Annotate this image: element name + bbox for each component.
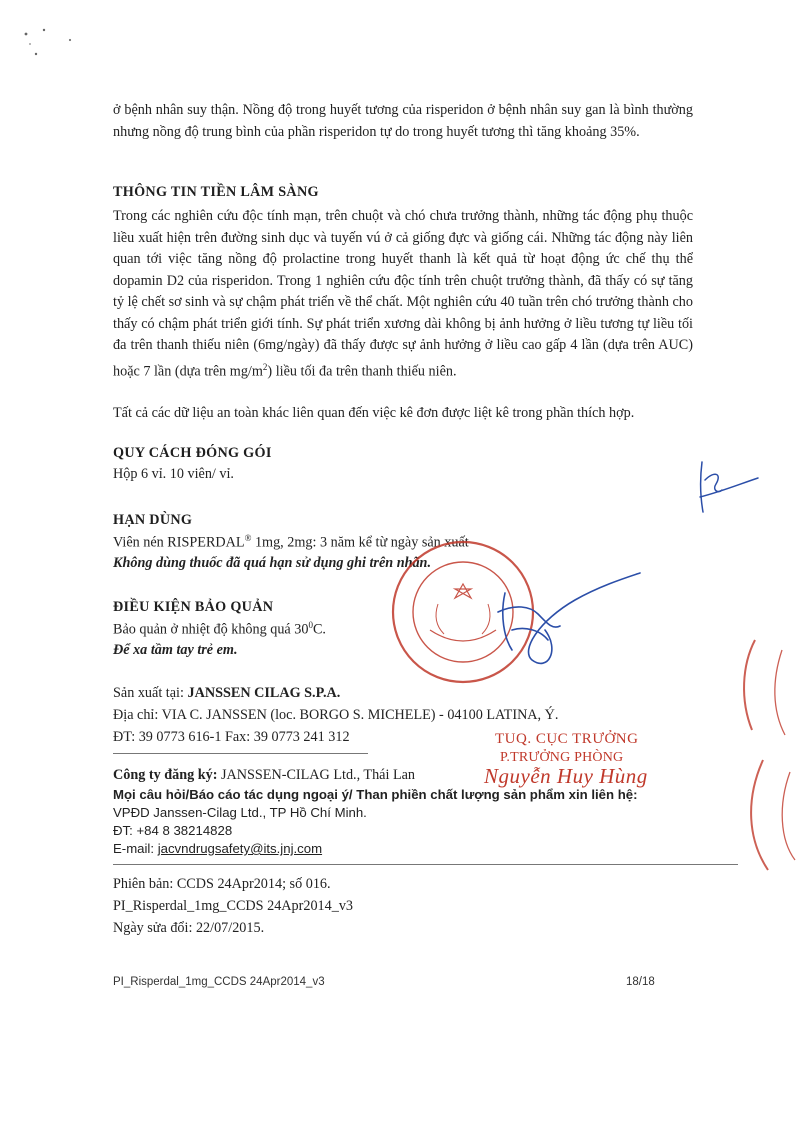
contact-heading: Mọi câu hỏi/Báo cáo tác dụng ngoại ý/ Than phiền chất lượng sản phẩm xin liên hệ: [113, 787, 638, 802]
preclinical-note: Tất cả các dữ liệu an toàn khác liên quan đến việc kê đơn được liệt kê trong phần thích hợp. [113, 405, 635, 421]
seal-outer-ring [393, 542, 533, 682]
registrant-name: JANSSEN-CILAG Ltd., Thái Lan [221, 767, 416, 783]
section-heading-preclinical: THÔNG TIN TIỀN LÂM SÀNG [113, 184, 319, 200]
handwritten-signature [498, 573, 640, 663]
preclinical-text-end: ) liều tối đa trên thanh thiếu niên. [267, 363, 457, 380]
initials-stroke [700, 478, 758, 497]
section-heading-shelf-life: HẠN DÙNG [113, 512, 193, 528]
seal-wreath [430, 630, 496, 641]
seal-arc [782, 772, 795, 860]
shelf-life-product: Viên nén RISPERDAL [113, 534, 245, 551]
margin-initials [700, 462, 758, 512]
initials-stroke [701, 462, 703, 512]
page-number: 18/18 [626, 976, 655, 988]
superscript: 2 [262, 361, 268, 372]
section-heading-storage: ĐIỀU KIỆN BẢO QUẢN [113, 599, 274, 615]
manufacturer-address: Địa chỉ: VIA C. JANSSEN (loc. BORGO S. MICHELE) - 04100 LATINA, Ý. [113, 707, 559, 723]
version-file: PI_Risperdal_1mg_CCDS 24Apr2014_v3 [113, 898, 354, 914]
shelf-life-warning: Không dùng thuốc đã quá hạn sử dụng ghi trên nhãn. [113, 555, 431, 571]
degree-superscript: 0 [308, 620, 313, 630]
registrant-phone: ĐT: +84 8 38214828 [113, 823, 233, 838]
stamp-title-line-2: P.TRƯỞNG PHÒNG [500, 750, 624, 765]
email-link[interactable]: jacvndrugsafety@its.jnj.com [157, 841, 323, 856]
signature-stroke [529, 573, 640, 663]
manufacturer-label: Sản xuất tại: [113, 685, 188, 701]
seal-arc [744, 640, 755, 730]
official-seal [393, 542, 533, 682]
manufacturer-phone: ĐT: 39 0773 616-1 Fax: 39 0773 241 312 [113, 729, 350, 745]
version-line: Phiên bản: CCDS 24Apr2014; số 016. [113, 876, 331, 892]
shelf-life-duration: 1mg, 2mg: 3 năm kể từ ngày sản xuất [251, 534, 469, 551]
revision-date: Ngày sửa đổi: 22/07/2015. [113, 920, 265, 936]
registered-mark: ® [244, 533, 252, 543]
margin-seal-fragment [744, 640, 795, 870]
storage-unit: C. [312, 621, 326, 638]
storage-text: Bảo quản ở nhiệt độ không quá 30 [113, 621, 309, 638]
intro-paragraph: ở bệnh nhân suy thận. Nồng độ trong huyết tương của risperidon ở bệnh nhân suy gan là bình thường nhưng nồng độ trung bình của phần risperidon tự do trong huyết tương thì tăng khoảng 35%. [113, 102, 693, 140]
seal-wreath [482, 604, 490, 634]
seal-arc [751, 760, 768, 870]
initials-stroke [705, 474, 722, 491]
registrant-label: Công ty đăng ký: [113, 767, 222, 783]
email-label: E-mail: [113, 841, 158, 856]
preclinical-text: Trong các nghiên cứu độc tính mạn, trên chuột và chó chưa trưởng thành, những tác động phụ thuộc liều xuất hiện trên đường sinh dục và tuyến vú ở cả giống đực và giống cái. Những tác động này liên quan tới việc tăng nồng độ prolactine trong huyết thanh là kết quả từ hoạt động ức chế thụ thể dopamin D2 của risperidon. Trong 1 nghiên cứu độc tính trên chuột trưởng thành, đã thấy có sự tăng tỷ lệ chết sơ sinh và sự chậm phát triển về thể chất. Một nghiên cứu 40 tuần trên chó trưởng thành cho thấy có chậm phát triển giới tính. Sự phát triển xương dài không bị ảnh hưởng ở liều tương tự liều tối đa trên thanh thiếu niên (6mg/ngày) đã thấy được sự ảnh hưởng ở liều cao gấp 4 lần (dựa trên AUC) hoặc 7 lần (dựa trên mg/m [113, 208, 693, 380]
storage-warning: Để xa tầm tay trẻ em. [113, 642, 238, 658]
manufacturer-name: JANSSEN CILAG S.P.A. [187, 685, 341, 701]
footer-document-id: PI_Risperdal_1mg_CCDS 24Apr2014_v3 [113, 976, 325, 988]
seal-star [455, 584, 471, 598]
packaging-text: Hộp 6 vỉ. 10 viên/ vỉ. [113, 466, 234, 482]
seal-wreath [436, 604, 444, 634]
signer-name: Nguyễn Huy Hùng [484, 764, 648, 788]
seal-arc [775, 650, 785, 735]
section-heading-packaging: QUY CÁCH ĐÓNG GÓI [113, 445, 272, 461]
registrant-office: VPĐD Janssen-Cilag Ltd., TP Hồ Chí Minh. [113, 805, 367, 820]
stamp-title-line-1: TUQ. CỤC TRƯỞNG [495, 731, 639, 747]
